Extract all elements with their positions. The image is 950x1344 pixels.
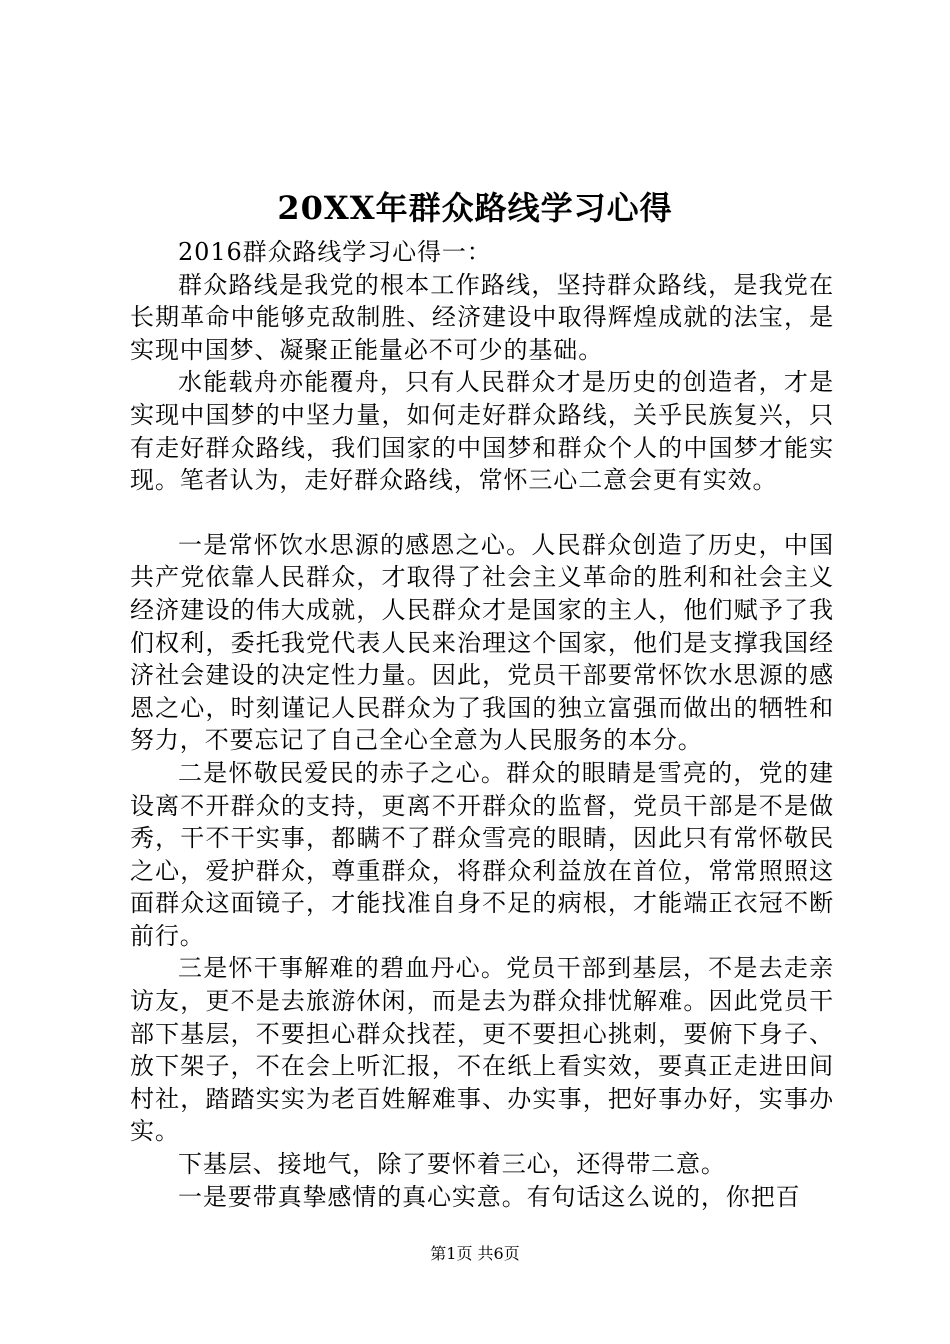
paragraph: 一是常怀饮水思源的感恩之心。人民群众创造了历史，中国共产党依靠人民群众，才取得了社会主义革命的胜利和社会主义经济建设的伟大成就，人民群众才是国家的主人，他们赋予了我们权利，委托我党代表人民来治理这个国家，他们是支撑我国经济社会建设的决定性力量。因此，党员干部要常怀饮水思源的感恩之心，时刻谨记人民群众为了我国的独立富强而做出的牺牲和努力，不要忘记了自己全心全意为人民服务的本分。 xyxy=(130,530,834,755)
document-body xyxy=(130,236,834,1213)
document-title: 20XX年群众路线学习心得 xyxy=(277,189,673,227)
paragraph: 三是怀干事解难的碧血丹心。党员干部到基层，不是去走亲访友，更不是去旅游休闲，而是去为群众排忧解难。因此党员干部下基层，不要担心群众找茬，更不要担心挑刺，要俯下身子、放下架子，不在会上听汇报，不在纸上看实效，要真正走进田间村社，踏踏实实为老百姓解难事、办实事，把好事办好，实事办实。 xyxy=(130,954,834,1146)
paragraph: 下基层、接地气，除了要怀着三心，还得带二意。 xyxy=(178,1150,726,1179)
paragraph: 群众路线是我党的根本工作路线，坚持群众路线，是我党在长期革命中能够克敌制胜、经济建设中取得辉煌成就的法宝，是实现中国梦、凝聚正能量必不可少的基础。 xyxy=(130,270,834,364)
page-footer: 第1页 共6页 xyxy=(430,1244,520,1263)
paragraph: 一是要带真挚感情的真心实意。有句话这么说的，你把百 xyxy=(178,1182,801,1211)
paragraph: 二是怀敬民爱民的赤子之心。群众的眼睛是雪亮的，党的建设离不开群众的支持，更离不开群众的监督，党员干部是不是做秀，干不干实事，都瞒不了群众雪亮的眼睛，因此只有常怀敬民之心，爱护群众，尊重群众，将群众利益放在首位，常常照照这面群众这面镜子，才能找准自身不足的病根，才能端正衣冠不断前行。 xyxy=(130,758,834,950)
paragraph: 水能载舟亦能覆舟，只有人民群众才是历史的创造者，才是实现中国梦的中坚力量，如何走好群众路线，关乎民族复兴，只有走好群众路线，我们国家的中国梦和群众个人的中国梦才能实现。笔者认为，走好群众路线，常怀三心二意会更有实效。 xyxy=(130,368,834,495)
paragraph-subheading: 2016群众路线学习心得一： xyxy=(178,238,492,266)
